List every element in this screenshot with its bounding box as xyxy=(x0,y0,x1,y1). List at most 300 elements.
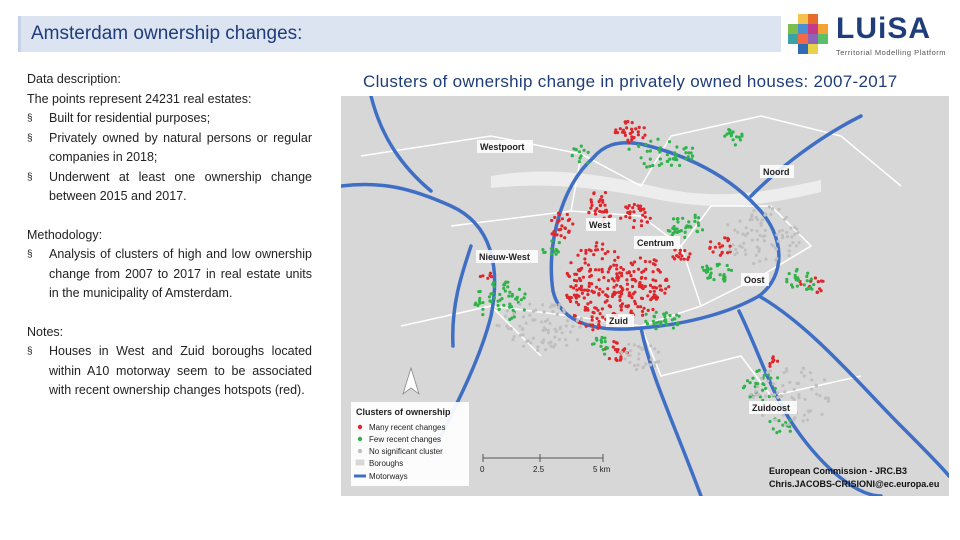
cluster-point xyxy=(756,238,759,241)
cluster-point xyxy=(812,283,815,286)
cluster-point xyxy=(793,416,796,419)
cluster-point xyxy=(689,226,692,229)
cluster-point xyxy=(604,191,607,194)
cluster-point xyxy=(726,251,729,254)
cluster-point xyxy=(680,229,683,232)
cluster-point xyxy=(623,347,626,350)
cluster-point xyxy=(709,240,712,243)
cluster-point xyxy=(592,192,595,195)
cluster-point xyxy=(790,235,793,238)
cluster-point xyxy=(604,301,607,304)
cluster-point xyxy=(518,325,521,328)
cluster-point xyxy=(807,410,810,413)
cluster-point xyxy=(774,387,777,390)
cluster-point xyxy=(587,151,590,154)
cluster-point xyxy=(589,301,592,304)
cluster-point xyxy=(507,295,510,298)
cluster-point xyxy=(599,345,602,348)
cluster-point xyxy=(558,241,561,244)
cluster-point xyxy=(574,314,577,317)
cluster-point xyxy=(518,288,521,291)
cluster-point xyxy=(746,379,749,382)
cluster-point xyxy=(604,252,607,255)
cluster-point xyxy=(675,313,678,316)
cluster-point xyxy=(761,389,764,392)
cluster-point xyxy=(793,233,796,236)
cluster-point xyxy=(626,288,629,291)
cluster-point xyxy=(795,244,798,247)
cluster-point xyxy=(640,271,643,274)
cluster-point xyxy=(636,204,639,207)
cluster-point xyxy=(684,231,687,234)
cluster-point xyxy=(640,156,643,159)
cluster-point xyxy=(602,348,605,351)
cluster-point xyxy=(615,284,618,287)
cluster-point xyxy=(733,253,736,256)
cluster-point xyxy=(641,310,644,313)
cluster-point xyxy=(481,313,484,316)
cluster-point xyxy=(778,230,781,233)
list-item: § Houses in West and Zuid boroughs located within A10 motorway seem to be associated with recent ownership changes hotspots (red). xyxy=(27,344,312,397)
legend-item-few: Few recent changes xyxy=(369,435,442,444)
cluster-point xyxy=(785,367,788,370)
cluster-point xyxy=(611,293,614,296)
cluster-point xyxy=(696,230,699,233)
cluster-point xyxy=(594,268,597,271)
cluster-point xyxy=(641,214,644,217)
cluster-point xyxy=(768,205,771,208)
cluster-point xyxy=(625,351,628,354)
cluster-point xyxy=(637,268,640,271)
cluster-point xyxy=(568,218,571,221)
cluster-point xyxy=(785,280,788,283)
cluster-point xyxy=(827,400,830,403)
cluster-point xyxy=(719,273,722,276)
cluster-point xyxy=(640,276,643,279)
cluster-point xyxy=(639,256,642,259)
cluster-point xyxy=(481,301,484,304)
cluster-point xyxy=(618,299,621,302)
cluster-point xyxy=(633,219,636,222)
cluster-point xyxy=(637,352,640,355)
cluster-point xyxy=(744,249,747,252)
cluster-point xyxy=(757,393,760,396)
cluster-point xyxy=(586,293,589,296)
cluster-point xyxy=(797,396,800,399)
cluster-point xyxy=(652,270,655,273)
cluster-point xyxy=(769,213,772,216)
cluster-point xyxy=(656,138,659,141)
cluster-point xyxy=(750,229,753,232)
title-bar xyxy=(18,16,781,52)
cluster-point xyxy=(481,308,484,311)
methodology-heading: Methodology: xyxy=(27,227,103,242)
cluster-point xyxy=(598,288,601,291)
cluster-point xyxy=(723,276,726,279)
cluster-point xyxy=(766,380,769,383)
cluster-point xyxy=(665,279,668,282)
cluster-point xyxy=(583,289,586,292)
cluster-point xyxy=(752,262,755,265)
cluster-point xyxy=(653,347,656,350)
cluster-point xyxy=(789,430,792,433)
cluster-point xyxy=(599,204,602,207)
cluster-point xyxy=(608,304,611,307)
cluster-point xyxy=(648,260,651,263)
cluster-point xyxy=(676,231,679,234)
cluster-point xyxy=(589,268,592,271)
cluster-point xyxy=(600,339,603,342)
cluster-point xyxy=(591,324,594,327)
cluster-point xyxy=(793,226,796,229)
cluster-point xyxy=(658,284,661,287)
cluster-point xyxy=(679,249,682,252)
cluster-point xyxy=(523,308,526,311)
cluster-point xyxy=(723,278,726,281)
cluster-point xyxy=(637,357,640,360)
cluster-point xyxy=(705,265,708,268)
cluster-point xyxy=(590,290,593,293)
cluster-point xyxy=(803,414,806,417)
cluster-point xyxy=(660,289,663,292)
data-description-list xyxy=(27,109,312,207)
cluster-point xyxy=(615,358,618,361)
cluster-point xyxy=(660,320,663,323)
cluster-point xyxy=(568,297,571,300)
cluster-point xyxy=(776,396,779,399)
cluster-point xyxy=(620,292,623,295)
cluster-point xyxy=(563,236,566,239)
cluster-point xyxy=(803,398,806,401)
cluster-point xyxy=(541,248,544,251)
cluster-point xyxy=(502,283,505,286)
cluster-point xyxy=(595,317,598,320)
cluster-point xyxy=(640,224,643,227)
cluster-point xyxy=(784,423,787,426)
cluster-point xyxy=(657,351,660,354)
cluster-point xyxy=(633,203,636,206)
cluster-point xyxy=(629,210,632,213)
legend-title: Clusters of ownership xyxy=(356,407,451,417)
cluster-point xyxy=(633,260,636,263)
cluster-point xyxy=(683,258,686,261)
cluster-point xyxy=(676,220,679,223)
cluster-point xyxy=(628,270,631,273)
cluster-point xyxy=(624,120,627,123)
cluster-point xyxy=(760,377,763,380)
cluster-point xyxy=(660,162,663,165)
cluster-point xyxy=(619,285,622,288)
cluster-point xyxy=(627,343,630,346)
cluster-point xyxy=(620,351,623,354)
cluster-point xyxy=(740,135,743,138)
cluster-point xyxy=(555,330,558,333)
cluster-point xyxy=(654,279,657,282)
cluster-point xyxy=(718,242,721,245)
cluster-point xyxy=(481,274,484,277)
cluster-point xyxy=(653,290,656,293)
cluster-point xyxy=(583,149,586,152)
cluster-point xyxy=(521,333,524,336)
cluster-point xyxy=(806,272,809,275)
cluster-point xyxy=(523,292,526,295)
cluster-point xyxy=(659,323,662,326)
cluster-point xyxy=(644,285,647,288)
cluster-point xyxy=(592,253,595,256)
borough-label-centrum: Centrum xyxy=(637,238,675,248)
cluster-point xyxy=(667,285,670,288)
cluster-point xyxy=(794,274,797,277)
cluster-point xyxy=(522,315,525,318)
cluster-point xyxy=(723,135,726,138)
cluster-point xyxy=(772,359,775,362)
cluster-point xyxy=(594,212,597,215)
cluster-point xyxy=(714,246,717,249)
cluster-point xyxy=(684,151,687,154)
cluster-point xyxy=(808,287,811,290)
cluster-point xyxy=(758,260,761,263)
cluster-point xyxy=(783,371,786,374)
cluster-point xyxy=(786,235,789,238)
cluster-point xyxy=(657,360,660,363)
cluster-point xyxy=(603,204,606,207)
cluster-point xyxy=(646,294,649,297)
cluster-point xyxy=(534,309,537,312)
cluster-point xyxy=(750,213,753,216)
cluster-point xyxy=(612,286,615,289)
cluster-point xyxy=(561,331,564,334)
cluster-point xyxy=(626,207,629,210)
cluster-point xyxy=(805,275,808,278)
cluster-point xyxy=(772,355,775,358)
cluster-point xyxy=(781,384,784,387)
cluster-point xyxy=(590,249,593,252)
cluster-point xyxy=(659,271,662,274)
cluster-point xyxy=(562,308,565,311)
cluster-point xyxy=(573,294,576,297)
cluster-point xyxy=(629,274,632,277)
cluster-point xyxy=(477,290,480,293)
cluster-point xyxy=(672,326,675,329)
cluster-point xyxy=(644,268,647,271)
cluster-point xyxy=(597,323,600,326)
cluster-point xyxy=(629,349,632,352)
cluster-point xyxy=(541,303,544,306)
cluster-point xyxy=(672,217,675,220)
cluster-point xyxy=(548,322,551,325)
cluster-point xyxy=(576,254,579,257)
cluster-point xyxy=(613,250,616,253)
description-panel xyxy=(27,70,312,401)
cluster-point xyxy=(734,248,737,251)
cluster-point xyxy=(613,279,616,282)
cluster-point xyxy=(601,248,604,251)
cluster-point xyxy=(543,310,546,313)
cluster-point xyxy=(770,393,773,396)
cluster-point xyxy=(632,292,635,295)
cluster-point xyxy=(666,160,669,163)
cluster-point xyxy=(649,140,652,143)
cluster-point xyxy=(742,242,745,245)
cluster-point xyxy=(605,346,608,349)
cluster-point xyxy=(788,381,791,384)
cluster-point xyxy=(788,244,791,247)
cluster-point xyxy=(641,348,644,351)
cluster-point xyxy=(622,129,625,132)
cluster-point xyxy=(618,271,621,274)
cluster-point xyxy=(798,241,801,244)
cluster-point xyxy=(632,226,635,229)
cluster-point xyxy=(768,420,771,423)
cluster-point xyxy=(595,337,598,340)
cluster-point xyxy=(584,261,587,264)
cluster-point xyxy=(638,126,641,129)
cluster-point xyxy=(738,220,741,223)
cluster-point xyxy=(642,366,645,369)
cluster-point xyxy=(763,234,766,237)
cluster-point xyxy=(791,241,794,244)
cluster-point xyxy=(555,249,558,252)
cluster-point xyxy=(553,216,556,219)
cluster-point xyxy=(577,295,580,298)
cluster-point xyxy=(665,324,668,327)
cluster-point xyxy=(576,319,579,322)
cluster-point xyxy=(599,312,602,315)
cluster-point xyxy=(548,342,551,345)
cluster-point xyxy=(644,260,647,263)
cluster-point xyxy=(815,384,818,387)
cluster-point xyxy=(742,386,745,389)
cluster-point xyxy=(619,266,622,269)
cluster-point xyxy=(671,227,674,230)
cluster-point xyxy=(688,252,691,255)
cluster-point xyxy=(640,297,643,300)
cluster-point xyxy=(583,296,586,299)
cluster-point xyxy=(633,136,636,139)
logo-subtitle: Territorial Modelling Platform xyxy=(836,48,947,57)
cluster-point xyxy=(560,224,563,227)
cluster-point xyxy=(504,289,507,292)
cluster-point xyxy=(790,396,793,399)
cluster-point xyxy=(751,377,754,380)
notes-heading: Notes: xyxy=(27,324,64,339)
cluster-point xyxy=(587,211,590,214)
cluster-point xyxy=(646,150,649,153)
cluster-point xyxy=(764,229,767,232)
cluster-point xyxy=(644,216,647,219)
cluster-point xyxy=(550,247,553,250)
cluster-point xyxy=(584,249,587,252)
cluster-point xyxy=(655,311,658,314)
cluster-point xyxy=(799,283,802,286)
cluster-point xyxy=(564,338,567,341)
cluster-point xyxy=(504,281,507,284)
cluster-point xyxy=(814,276,817,279)
cluster-point xyxy=(731,243,734,246)
cluster-point xyxy=(759,221,762,224)
cluster-point xyxy=(497,304,500,307)
cluster-point xyxy=(643,134,646,137)
cluster-point xyxy=(634,127,637,130)
cluster-point xyxy=(633,300,636,303)
cluster-point xyxy=(730,269,733,272)
notes-list xyxy=(27,342,312,401)
cluster-point xyxy=(756,218,759,221)
cluster-point xyxy=(820,279,823,282)
cluster-point xyxy=(643,126,646,129)
cluster-point xyxy=(820,413,823,416)
cluster-point xyxy=(806,279,809,282)
cluster-point xyxy=(490,300,493,303)
cluster-point xyxy=(709,276,712,279)
borough-label-nieuw-west: Nieuw-West xyxy=(479,252,530,262)
cluster-point xyxy=(542,338,545,341)
cluster-point xyxy=(525,322,528,325)
cluster-point xyxy=(723,236,726,239)
cluster-point xyxy=(816,291,819,294)
cluster-point xyxy=(628,148,631,151)
cluster-point xyxy=(764,395,767,398)
cluster-point xyxy=(729,129,732,132)
cluster-point xyxy=(671,255,674,258)
cluster-point xyxy=(823,378,826,381)
cluster-point xyxy=(668,140,671,143)
cluster-point xyxy=(558,213,561,216)
cluster-point xyxy=(777,419,780,422)
cluster-point xyxy=(701,228,704,231)
cluster-point xyxy=(625,278,628,281)
cluster-point xyxy=(619,357,622,360)
cluster-point xyxy=(550,239,553,242)
cluster-point xyxy=(540,320,543,323)
cluster-point xyxy=(601,257,604,260)
cluster-point xyxy=(597,278,600,281)
cluster-point xyxy=(785,231,788,234)
data-description-heading: Data description: xyxy=(27,72,121,86)
cluster-point xyxy=(650,297,653,300)
cluster-point xyxy=(783,218,786,221)
cluster-point xyxy=(626,305,629,308)
cluster-point xyxy=(625,126,628,129)
cluster-point xyxy=(712,250,715,253)
cluster-point xyxy=(701,266,704,269)
cluster-point xyxy=(580,249,583,252)
cluster-point xyxy=(776,360,779,363)
cluster-point xyxy=(518,303,521,306)
cluster-point xyxy=(788,419,791,422)
cluster-point xyxy=(630,296,633,299)
cluster-point xyxy=(622,268,625,271)
cluster-point xyxy=(735,135,738,138)
cluster-point xyxy=(777,208,780,211)
cluster-point xyxy=(590,204,593,207)
cluster-point xyxy=(802,419,805,422)
cluster-point xyxy=(631,206,634,209)
cluster-point xyxy=(776,376,779,379)
cluster-point xyxy=(761,382,764,385)
cluster-point xyxy=(624,357,627,360)
cluster-point xyxy=(681,217,684,220)
legend-swatch-many xyxy=(358,425,362,429)
cluster-point xyxy=(608,357,611,360)
cluster-point xyxy=(606,250,609,253)
cluster-point xyxy=(643,307,646,310)
cluster-point xyxy=(513,335,516,338)
cluster-point xyxy=(578,150,581,153)
cluster-point xyxy=(569,330,572,333)
cluster-point xyxy=(627,141,630,144)
cluster-point xyxy=(749,381,752,384)
